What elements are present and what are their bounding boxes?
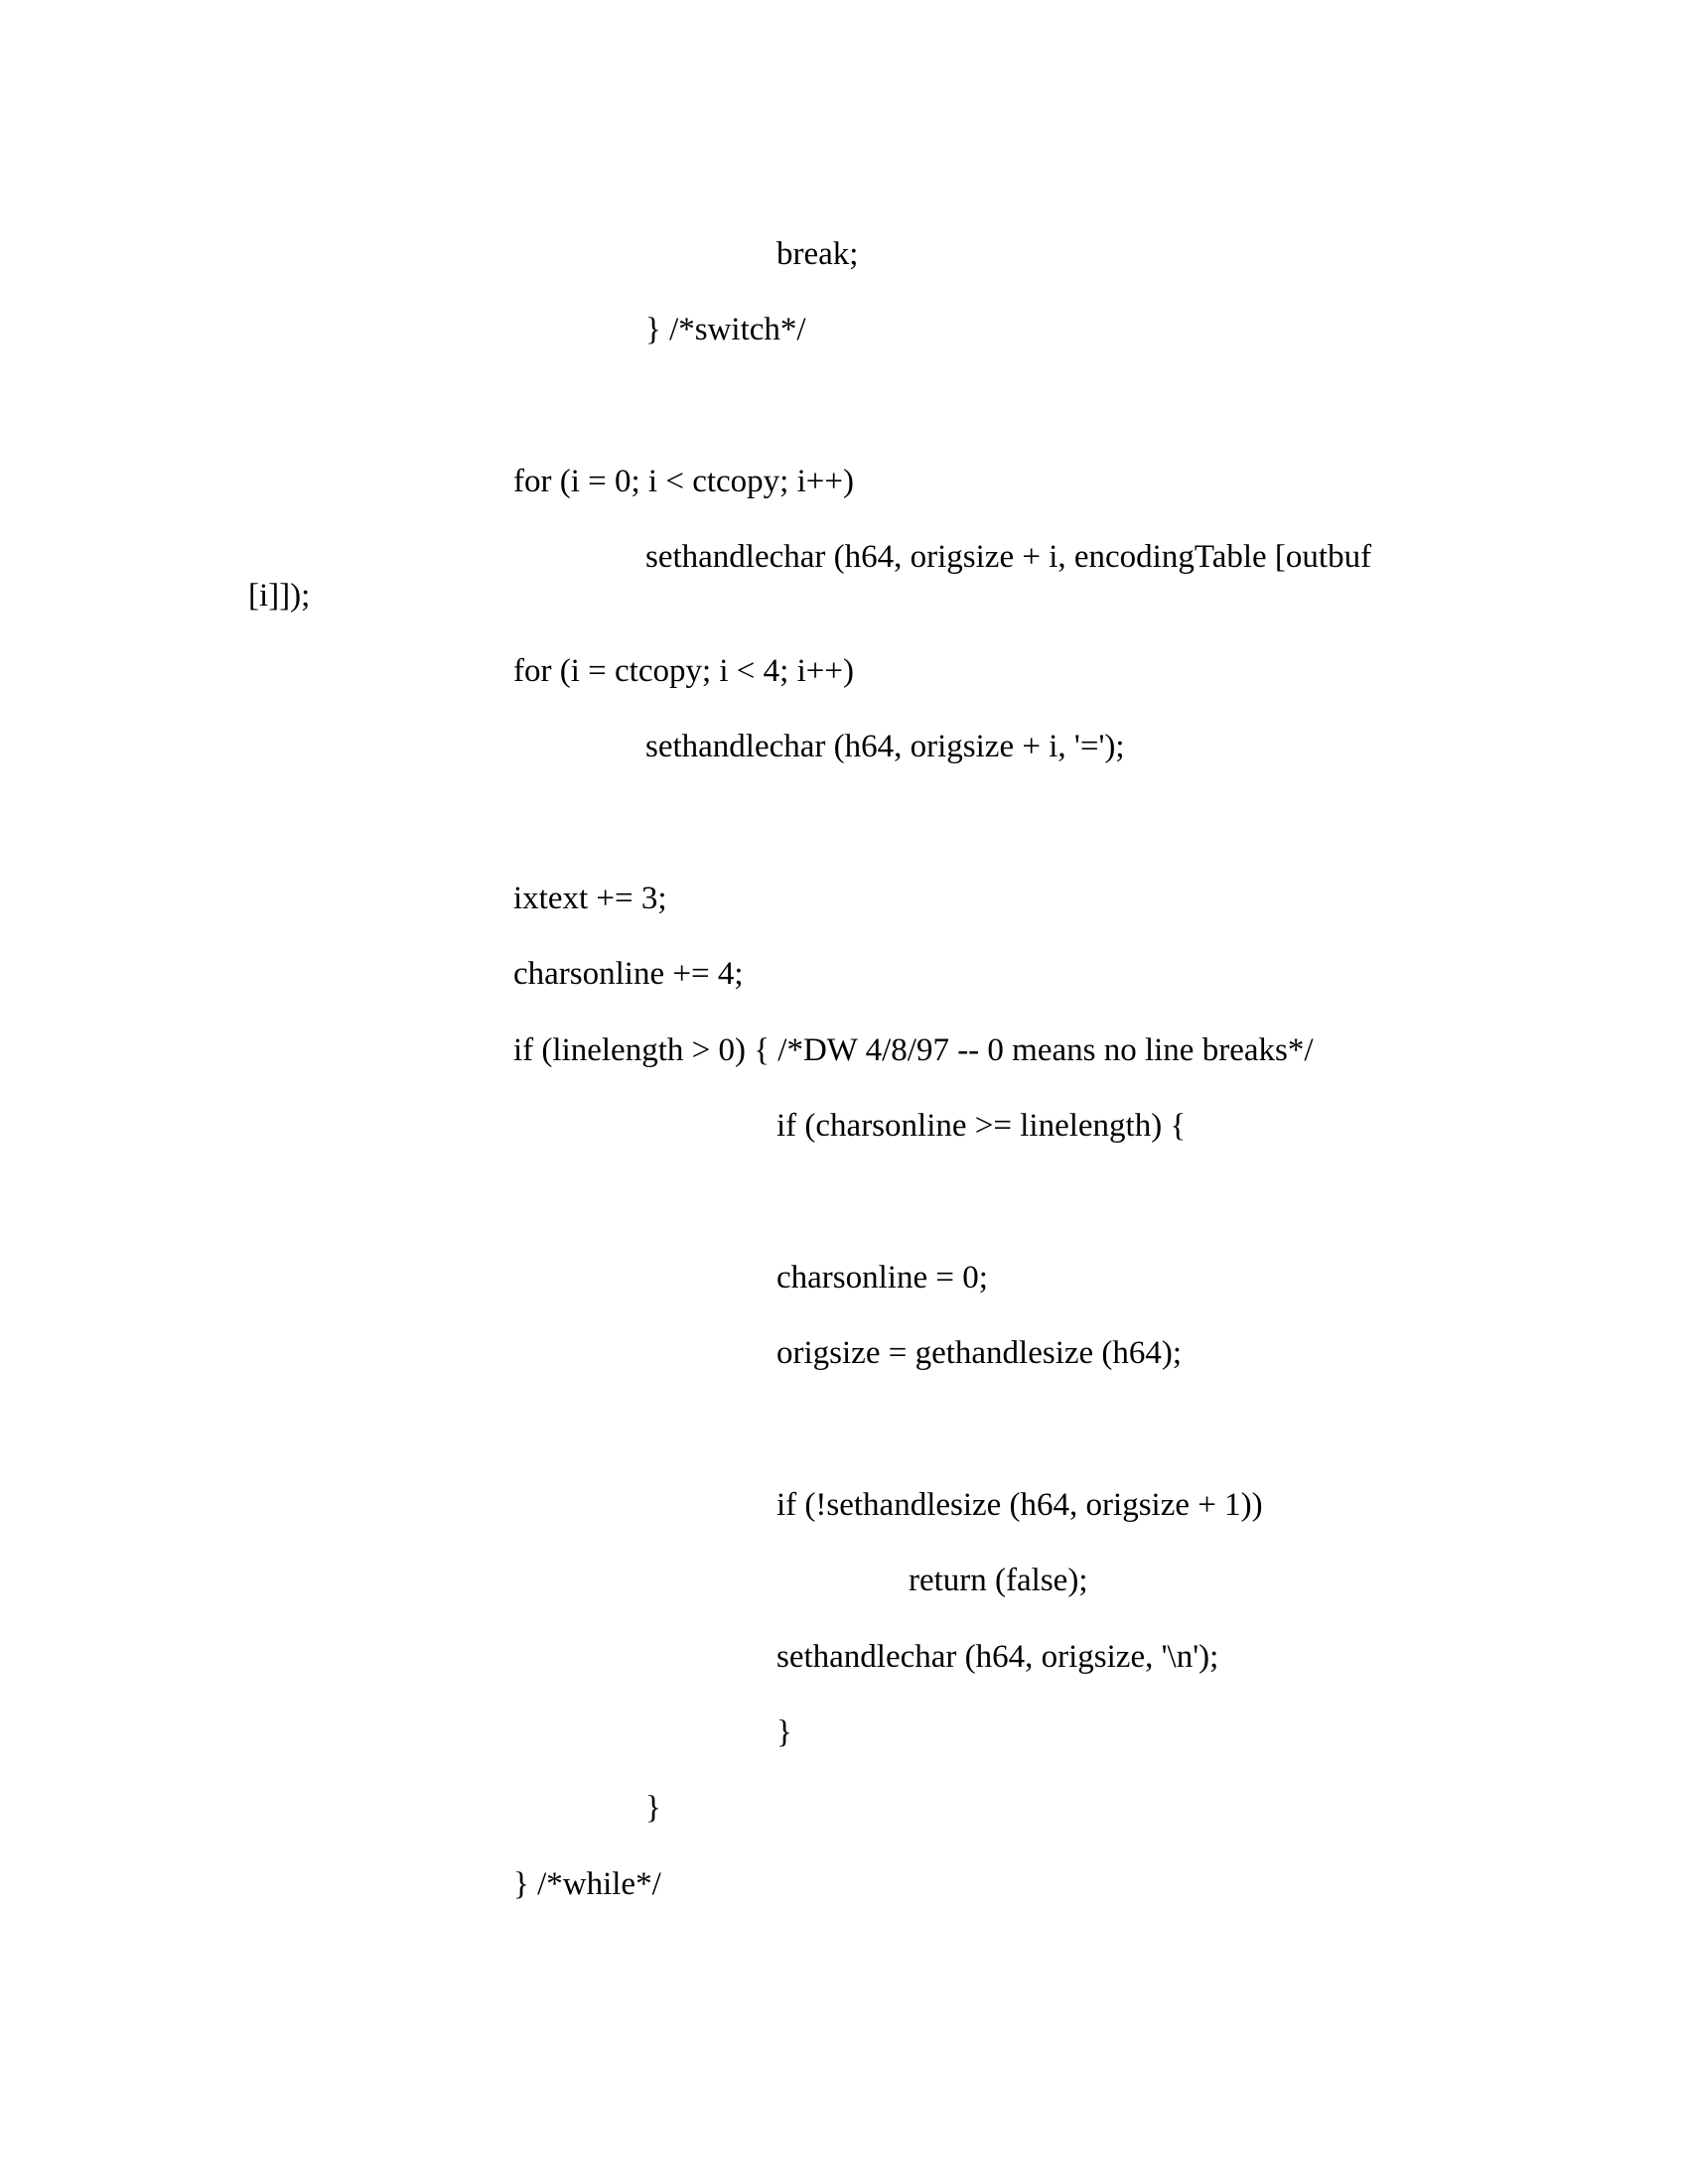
- code-line: origsize = gethandlesize (h64);: [776, 1335, 1183, 1371]
- code-line: [i]]);: [248, 578, 311, 614]
- code-line: sethandlechar (h64, origsize + i, encodingTable [outbuf: [645, 539, 1372, 575]
- code-line: for (i = ctcopy; i < 4; i++): [513, 653, 854, 689]
- code-line: for (i = 0; i < ctcopy; i++): [513, 464, 854, 499]
- code-line: ixtext += 3;: [513, 881, 667, 916]
- code-line: return (false);: [909, 1563, 1088, 1598]
- code-line: sethandlechar (h64, origsize + i, '=');: [645, 729, 1125, 764]
- code-line: } /*switch*/: [645, 312, 806, 347]
- code-line: break;: [776, 236, 859, 272]
- code-line: charsonline = 0;: [776, 1260, 988, 1296]
- code-line: if (!sethandlesize (h64, origsize + 1)): [776, 1487, 1263, 1523]
- code-line: sethandlechar (h64, origsize, '\n');: [776, 1639, 1219, 1675]
- code-line: }: [645, 1790, 661, 1826]
- code-line: }: [776, 1714, 792, 1750]
- code-line: charsonline += 4;: [513, 956, 744, 992]
- code-line: if (charsonline >= linelength) {: [776, 1108, 1187, 1144]
- code-line: } /*while*/: [513, 1866, 661, 1902]
- code-line: if (linelength > 0) { /*DW 4/8/97 -- 0 means no line breaks*/: [513, 1032, 1314, 1068]
